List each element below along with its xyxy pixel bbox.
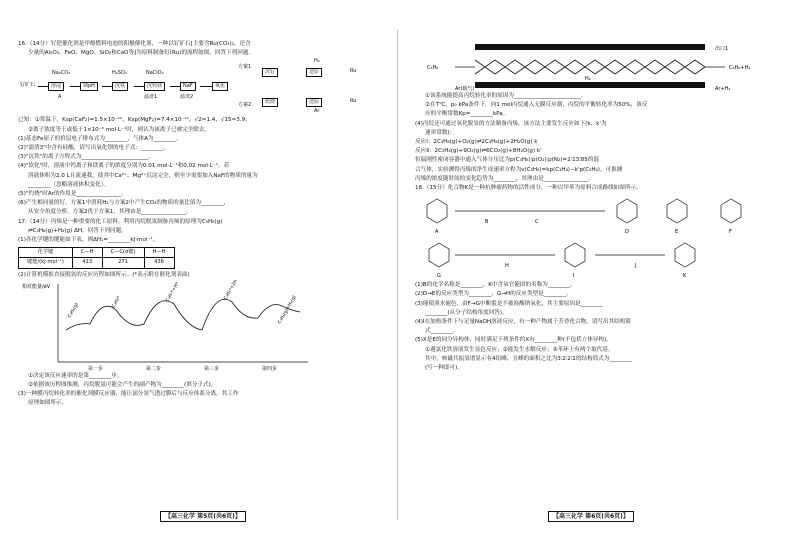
q17-part-3b: 原理如图所示。 xyxy=(28,400,68,407)
flow-ph: 调pH xyxy=(80,82,98,91)
step-label: 第二步 xyxy=(146,365,162,372)
reactor-carrier: Ar(载气) xyxy=(455,86,475,92)
q17-line-2: ⇌C₃H₆(g)+H₂(g) ΔH，回答下列问题。 xyxy=(28,227,127,234)
flow-ar: Ar xyxy=(314,108,320,115)
left-footer: 【高三化学 第5页(共6页)】 xyxy=(160,511,246,522)
reaction-2: 反应Ⅱ：2C₃H₈(g)+9O₂(g)⇌6CO₂(g)+8H₂O(g) k' xyxy=(415,148,542,155)
table-cell: 271 xyxy=(102,258,144,268)
energy-curve xyxy=(66,299,300,330)
q17-sub-1: ①决定该反应速率的是第________步。 xyxy=(28,372,123,379)
q18-part-4a: (4)I在加热条件下与足量NaOH溶液反应，有一种产物属于芳香化合物，请写出其结构简 xyxy=(415,319,631,326)
q17-sub-2: ②依据该历程图推测，丙烷脱氢可能会产生的副产物为________(填分子式)。 xyxy=(28,382,217,389)
energy-ylabel: 相对能量/eV xyxy=(22,283,51,290)
flow-reduce: 还原 xyxy=(306,68,322,77)
left-page xyxy=(18,40,383,409)
q17-3-sub-2a: ②在T℃、p₀ kPa条件下，向1 mol丙烷通入无膜反应器，丙烷的平衡转化率为50%，该反 xyxy=(425,102,648,109)
flow-residue1: 滤渣1 xyxy=(144,94,158,101)
flow-naclo3: NaClO₃ xyxy=(146,70,164,77)
q18-part-5c: 其中，核磁共振氢谱显示有4组峰，且峰的面积之比为3∶2∶2∶1的结构简式为________ xyxy=(425,355,632,362)
q17-line-1: 17.（14分）丙烯是一种重要的化工原料。利用丙烷脱氢制备丙烯的原理为C₃H₈(g) xyxy=(18,218,223,225)
right-footer: 【高三化学 第6页(共6页)】 xyxy=(548,511,634,522)
q16-part-3: (3)"沉铁"的离子方程式为________________________。 xyxy=(18,154,155,161)
flow-na2co3: Na₂CO₃ xyxy=(52,70,71,77)
reactor-outlet: C₃H₆+H₂ xyxy=(729,65,751,71)
column-divider xyxy=(397,30,398,520)
table-header: 化学键 xyxy=(19,248,73,258)
q16-part-4a: (4)"软化"时，溶液中钙离子和镁离子的浓度分别为0.01 mol·L⁻¹和0.02 mol·L⁻¹，若 xyxy=(18,163,230,170)
reactor-exit1: 出口1 xyxy=(715,46,729,52)
compound-d: D xyxy=(625,229,629,236)
reaction-1: 反应Ⅰ：2C₃H₈(g)+O₂(g)⇌2C₃H₆(g)+2H₂O(g) k xyxy=(415,139,538,146)
q16-known-2: ②离子浓度等于或低于1×10⁻⁵ mol·L⁻¹时，则认为该离子已被完全除去。 xyxy=(28,126,211,133)
q16-part-6b: 从安全角度分析，方案2优于方案1，其理由是________________。 xyxy=(28,209,192,216)
membrane-reactor-diagram xyxy=(415,40,780,92)
flow-ru-precip: 沉钌 xyxy=(262,68,278,77)
q16-part-5: (5)"灼烧"时Ar的作用是________________。 xyxy=(18,191,127,198)
species-label: C₃H₈* xyxy=(111,295,122,309)
flow-ore: 钌矿石 xyxy=(20,82,36,89)
q16-line-2: 少量的Al₂O₃、FeO、MgO、SiO₂和CaO等]为原料制备钌(Ru)的流程如图，回答下列问题。 xyxy=(28,50,255,57)
q17-3-sub-1: ①该系统能提高丙烷转化率的原因为________________________。 xyxy=(425,93,587,99)
table-header: C—C(σ键) xyxy=(102,248,144,258)
flow-leach: 溶浸 xyxy=(48,82,64,91)
q18-part-5d: (写一种即可)。 xyxy=(425,365,463,372)
q16-part-6a: (6)产生相同量的钌，方案1中消耗H₂与方案2中产生CO₂的物质的量比值为________， xyxy=(18,200,230,207)
flow-plan1: 方案1 xyxy=(238,64,252,71)
table-cell: 436 xyxy=(144,258,174,268)
right-page xyxy=(415,40,780,373)
reactor-h2: H₂ xyxy=(585,76,591,82)
q18-part-2: (2)D→E的反应类型为________，G→H的反应类型是________。 xyxy=(415,291,572,298)
energy-diagram xyxy=(18,280,383,372)
reactor-svg xyxy=(415,40,775,92)
compound-f: F xyxy=(729,229,732,236)
species-label: C₃H₆(g)+H₂(g) xyxy=(277,294,298,325)
compound-k: K xyxy=(683,273,687,280)
flow-ru-1: Ru xyxy=(350,68,357,75)
flow-naf: NaF xyxy=(180,82,196,91)
q17-part-4d: 合气体，实验测得丙烯的净生成速率方程为v(C₃H₆)=kp(C₃H₈)−k'p(C₃H₆)，可推测 xyxy=(415,166,623,173)
q18-line-1: 18.（15分）化合物K是一种抗肿瘤药物的活性成分，一种以甲苯为原料合成路线如图所示。 xyxy=(415,185,642,192)
synthesis-scheme-row-2 xyxy=(415,237,780,281)
q17-part-1: (1)各化学键的键能如下表，则ΔH₁=________kJ·mol⁻¹。 xyxy=(18,237,159,244)
q16-part-4c: ________（忽略溶液体积变化）。 xyxy=(28,181,110,188)
process-flowchart xyxy=(18,58,383,116)
bond-energy-table xyxy=(18,247,175,268)
flow-residue2: 滤渣2 xyxy=(180,94,194,101)
q17-part-2: (2)计算机模拟直接脱氢的反应历程如图所示。(*表示附在催化剂表面) xyxy=(18,271,190,278)
flow-iron: 沉铁 xyxy=(112,82,128,91)
synthesis-scheme-row-1 xyxy=(415,193,780,237)
q17-part-4a: (4)丙烷还可通过氧化脱氢的方法制备丙烯，该方法主要发生反应如下(k、k'为 xyxy=(415,120,607,127)
q18-part-5b: ①遇氯化铁溶液发生显色反应；②能发生水解反应；③苯环上有两个取代基。 xyxy=(425,346,614,353)
species-label: C₃H₇*+H* xyxy=(165,281,181,303)
flow-oxidize: 氧化 xyxy=(212,82,228,91)
species-label: C₃H₆*+2H* xyxy=(223,279,241,301)
species-label: C₃H₈(g) xyxy=(67,302,80,319)
q18-part-3a: (3)能使溴水褪色，由F→G中断裂是不被溴酸钠氧化，其主要原因是________ xyxy=(415,300,603,307)
flow-h2: H₂ xyxy=(314,58,320,65)
step-label: 第一步 xyxy=(88,365,104,372)
q16-known-1: 已知：①常温下，Ksp(CaF₂)=1.5×10⁻¹⁰，Ksp(MgF₂)=7.4×10⁻¹¹，√2≈1.4，√15≈3.9； xyxy=(18,117,251,124)
q18-part-3b: ________(从分子结构角度回答)。 xyxy=(425,309,508,316)
flow-gas-a: A xyxy=(58,94,62,101)
q16-part-4b: 溶液体积为2.0 L且流速我，使其中Ca²⁺、Mg²⁺沉淀完全，则至少需要加入NaF的物质的量为 xyxy=(28,172,258,179)
table-header: C—H xyxy=(72,248,102,258)
reactor-ar-h2: Ar+H₂ xyxy=(715,86,731,92)
q18-part-5a: (5)X是E的同分异构体，同时满足下列条件的X有________种(不包括立体异构)。 xyxy=(415,337,612,344)
q18-part-1: (1)B的化学名称是________，K中含氧官能团的名称为________。 xyxy=(415,282,576,289)
flow-camg: 沉钙镁 xyxy=(144,82,165,91)
q17-3-sub-2b: 应的平衡常数Kp=________kPa。 xyxy=(425,111,509,118)
compound-j: J xyxy=(635,263,637,270)
flow-plan2: 方案2 xyxy=(238,102,252,109)
q17-part-4e: 丙烯的浓度随时间的变化趋势为________，其理由是________________。 xyxy=(415,175,595,182)
flow-reduce-2: 还原 xyxy=(306,98,322,107)
step-label: 第四步 xyxy=(262,365,278,372)
q16-line-1: 16.（14分）钌钯催化剂是甲醇燃料电池的阳极催化剂，一种以钌矿石[主要含Ru(CO₃)₂，还含 xyxy=(18,41,251,47)
q17-part-4b: 速率常数)： xyxy=(425,129,456,136)
flow-h2so4: H₂SO₄ xyxy=(112,70,127,77)
compound-g: G xyxy=(437,273,441,280)
compound-a: A xyxy=(435,229,439,236)
compound-i: I xyxy=(573,273,575,280)
q16-part-1: (1)基态Fe原子的价层电子排布式为________，气体A为________。 xyxy=(18,135,182,142)
table-row-label: 键能/(kJ·mol⁻¹) xyxy=(19,258,73,268)
q16-part-2: (2)"滤渣3"中含有硅酸，请写出氧化钡的电子式：________。 xyxy=(18,145,169,152)
step-label: 第三步 xyxy=(204,365,220,372)
q18-part-4b: 式________。 xyxy=(425,328,459,335)
reactor-inlet: C₃H₈ xyxy=(427,65,439,71)
scheme-svg-2 xyxy=(415,237,780,281)
table-cell: 413 xyxy=(72,258,102,268)
compound-c: C xyxy=(535,219,539,226)
compound-h: H xyxy=(505,263,509,270)
compound-b: B xyxy=(485,219,489,226)
energy-diagram-svg xyxy=(18,280,318,372)
flow-calcine: 焙烧 xyxy=(262,98,278,107)
q17-part-4c: 恒温刚性密闭容器中通入气体分压比为p(C₃H₈)∶p(O₂)∶p(N₂)=2∶13∶85的混 xyxy=(415,157,600,164)
compound-e: E xyxy=(675,229,679,236)
table-header: H—H xyxy=(144,248,174,258)
flow-ru-2: Ru xyxy=(350,98,357,105)
q17-part-3a: (3)一种膜丙烷转化率的催化剂膜反应器，能让部分氢气透过膜后与反应体系分离，其工作 xyxy=(18,391,239,398)
scheme-svg-1 xyxy=(415,193,780,237)
